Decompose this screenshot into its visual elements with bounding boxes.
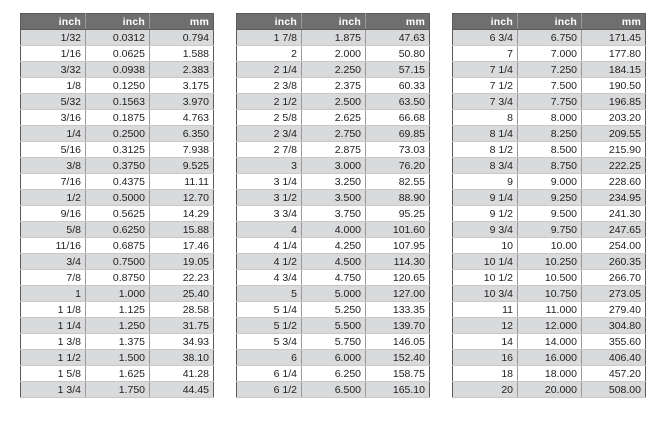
cell-mm: 222.25 — [582, 158, 646, 174]
cell-inch-fraction: 1/8 — [21, 78, 86, 94]
cell-inch-decimal: 10.00 — [518, 238, 582, 254]
cell-inch-fraction: 8 — [453, 110, 518, 126]
cell-mm: 3.175 — [150, 78, 214, 94]
table-row — [237, 46, 430, 62]
table-row — [21, 174, 214, 190]
cell-inch-fraction: 16 — [453, 350, 518, 366]
cell-inch-decimal: 0.8750 — [86, 270, 150, 286]
cell-inch-fraction: 1/16 — [21, 46, 86, 62]
table-row — [21, 254, 214, 270]
cell-mm: 3.970 — [150, 94, 214, 110]
cell-inch-fraction: 1 — [21, 286, 86, 302]
cell-inch-fraction: 14 — [453, 334, 518, 350]
cell-inch-fraction: 6 1/4 — [237, 366, 302, 382]
cell-inch-decimal: 12.000 — [518, 318, 582, 334]
cell-inch-fraction: 11 — [453, 302, 518, 318]
table-row — [453, 94, 646, 110]
cell-mm: 82.55 — [366, 174, 430, 190]
cell-mm: 0.794 — [150, 30, 214, 46]
table-row — [21, 366, 214, 382]
cell-mm: 228.60 — [582, 174, 646, 190]
cell-mm: 241.30 — [582, 206, 646, 222]
cell-inch-decimal: 0.0938 — [86, 62, 150, 78]
cell-inch-fraction: 1 5/8 — [21, 366, 86, 382]
header-mm: mm — [366, 14, 430, 30]
cell-inch-decimal: 0.3750 — [86, 158, 150, 174]
cell-inch-decimal: 2.375 — [302, 78, 366, 94]
table-body — [237, 30, 430, 398]
cell-inch-fraction: 3 3/4 — [237, 206, 302, 222]
cell-inch-decimal: 2.500 — [302, 94, 366, 110]
cell-mm: 34.93 — [150, 334, 214, 350]
header-inch-decimal: inch — [302, 14, 366, 30]
table-row — [453, 30, 646, 46]
table-row — [237, 270, 430, 286]
cell-inch-fraction: 7/16 — [21, 174, 86, 190]
cell-mm: 304.80 — [582, 318, 646, 334]
table-row — [21, 62, 214, 78]
cell-inch-fraction: 2 7/8 — [237, 142, 302, 158]
table-row — [21, 318, 214, 334]
cell-mm: 215.90 — [582, 142, 646, 158]
cell-inch-decimal: 3.500 — [302, 190, 366, 206]
table-row — [21, 302, 214, 318]
table-row — [237, 94, 430, 110]
cell-inch-decimal: 16.000 — [518, 350, 582, 366]
table-row — [21, 350, 214, 366]
table-row — [21, 126, 214, 142]
cell-inch-fraction: 1 1/8 — [21, 302, 86, 318]
table-row — [237, 286, 430, 302]
cell-inch-decimal: 2.000 — [302, 46, 366, 62]
cell-inch-decimal: 1.500 — [86, 350, 150, 366]
cell-inch-fraction: 2 1/4 — [237, 62, 302, 78]
cell-mm: 107.95 — [366, 238, 430, 254]
cell-inch-fraction: 5/16 — [21, 142, 86, 158]
cell-inch-fraction: 11/16 — [21, 238, 86, 254]
cell-mm: 1.588 — [150, 46, 214, 62]
cell-inch-decimal: 9.500 — [518, 206, 582, 222]
table-row — [453, 46, 646, 62]
cell-inch-fraction: 8 1/2 — [453, 142, 518, 158]
cell-inch-decimal: 8.750 — [518, 158, 582, 174]
cell-mm: 254.00 — [582, 238, 646, 254]
cell-inch-decimal: 0.1875 — [86, 110, 150, 126]
table-row — [21, 286, 214, 302]
cell-inch-decimal: 0.0625 — [86, 46, 150, 62]
cell-inch-fraction: 1 7/8 — [237, 30, 302, 46]
table-body — [21, 30, 214, 398]
cell-inch-fraction: 8 3/4 — [453, 158, 518, 174]
table-row — [453, 238, 646, 254]
cell-mm: 4.763 — [150, 110, 214, 126]
cell-inch-fraction: 8 1/4 — [453, 126, 518, 142]
cell-mm: 133.35 — [366, 302, 430, 318]
conversion-table-2 — [236, 13, 430, 398]
cell-mm: 11.11 — [150, 174, 214, 190]
cell-inch-decimal: 2.875 — [302, 142, 366, 158]
cell-inch-fraction: 7 3/4 — [453, 94, 518, 110]
cell-inch-decimal: 7.750 — [518, 94, 582, 110]
table-row — [453, 126, 646, 142]
header-inch-decimal: inch — [86, 14, 150, 30]
table-row — [21, 382, 214, 398]
cell-mm: 457.20 — [582, 366, 646, 382]
table-row — [453, 334, 646, 350]
cell-mm: 508.00 — [582, 382, 646, 398]
cell-inch-decimal: 2.625 — [302, 110, 366, 126]
cell-inch-decimal: 6.750 — [518, 30, 582, 46]
cell-inch-fraction: 1 3/8 — [21, 334, 86, 350]
cell-inch-decimal: 0.6875 — [86, 238, 150, 254]
table-row — [21, 158, 214, 174]
table-row — [21, 270, 214, 286]
table-row — [453, 270, 646, 286]
cell-mm: 88.90 — [366, 190, 430, 206]
table-row — [237, 206, 430, 222]
cell-inch-fraction: 5 3/4 — [237, 334, 302, 350]
table-row — [237, 158, 430, 174]
cell-inch-fraction: 1 1/2 — [21, 350, 86, 366]
cell-mm: 28.58 — [150, 302, 214, 318]
cell-mm: 165.10 — [366, 382, 430, 398]
cell-inch-decimal: 3.750 — [302, 206, 366, 222]
cell-mm: 209.55 — [582, 126, 646, 142]
cell-inch-fraction: 9 1/2 — [453, 206, 518, 222]
cell-mm: 139.70 — [366, 318, 430, 334]
cell-inch-decimal: 5.750 — [302, 334, 366, 350]
table-row — [21, 142, 214, 158]
table-row — [453, 302, 646, 318]
cell-inch-decimal: 9.250 — [518, 190, 582, 206]
cell-inch-decimal: 1.875 — [302, 30, 366, 46]
cell-mm: 158.75 — [366, 366, 430, 382]
cell-inch-decimal: 7.500 — [518, 78, 582, 94]
table-row — [453, 142, 646, 158]
cell-mm: 127.00 — [366, 286, 430, 302]
header-row — [21, 14, 214, 30]
table-row — [453, 366, 646, 382]
cell-inch-fraction: 3/8 — [21, 158, 86, 174]
cell-mm: 260.35 — [582, 254, 646, 270]
cell-inch-fraction: 7 1/4 — [453, 62, 518, 78]
conversion-table-1 — [20, 13, 214, 398]
cell-inch-decimal: 2.250 — [302, 62, 366, 78]
cell-inch-fraction: 7/8 — [21, 270, 86, 286]
cell-inch-decimal: 9.750 — [518, 222, 582, 238]
cell-inch-fraction: 4 — [237, 222, 302, 238]
table-row — [237, 302, 430, 318]
cell-mm: 203.20 — [582, 110, 646, 126]
cell-mm: 171.45 — [582, 30, 646, 46]
table-row — [237, 350, 430, 366]
cell-mm: 14.29 — [150, 206, 214, 222]
cell-inch-fraction: 7 1/2 — [453, 78, 518, 94]
cell-mm: 184.15 — [582, 62, 646, 78]
cell-inch-fraction: 5 1/4 — [237, 302, 302, 318]
header-inch-fraction: inch — [237, 14, 302, 30]
cell-mm: 2.383 — [150, 62, 214, 78]
table-row — [237, 382, 430, 398]
cell-mm: 234.95 — [582, 190, 646, 206]
cell-inch-fraction: 1/2 — [21, 190, 86, 206]
cell-inch-decimal: 6.000 — [302, 350, 366, 366]
table-row — [453, 350, 646, 366]
cell-inch-decimal: 1.375 — [86, 334, 150, 350]
table-row — [237, 190, 430, 206]
table-row — [237, 238, 430, 254]
cell-mm: 7.938 — [150, 142, 214, 158]
table-row — [21, 206, 214, 222]
cell-inch-fraction: 6 — [237, 350, 302, 366]
cell-mm: 60.33 — [366, 78, 430, 94]
cell-inch-fraction: 12 — [453, 318, 518, 334]
cell-mm: 17.46 — [150, 238, 214, 254]
header-inch-decimal: inch — [518, 14, 582, 30]
cell-inch-decimal: 0.1250 — [86, 78, 150, 94]
cell-inch-fraction: 10 3/4 — [453, 286, 518, 302]
cell-inch-fraction: 9 3/4 — [453, 222, 518, 238]
cell-inch-decimal: 8.500 — [518, 142, 582, 158]
table-row — [21, 46, 214, 62]
table-row — [237, 62, 430, 78]
cell-inch-decimal: 4.000 — [302, 222, 366, 238]
cell-inch-decimal: 0.7500 — [86, 254, 150, 270]
cell-inch-decimal: 0.5000 — [86, 190, 150, 206]
cell-mm: 146.05 — [366, 334, 430, 350]
header-mm: mm — [582, 14, 646, 30]
cell-mm: 69.85 — [366, 126, 430, 142]
cell-inch-decimal: 0.4375 — [86, 174, 150, 190]
table-row — [237, 142, 430, 158]
cell-inch-decimal: 0.6250 — [86, 222, 150, 238]
table-row — [453, 382, 646, 398]
cell-mm: 9.525 — [150, 158, 214, 174]
header-mm: mm — [150, 14, 214, 30]
cell-inch-fraction: 3/16 — [21, 110, 86, 126]
table-row — [237, 78, 430, 94]
table-row — [453, 318, 646, 334]
table-row — [453, 174, 646, 190]
table-row — [453, 62, 646, 78]
cell-mm: 101.60 — [366, 222, 430, 238]
cell-inch-decimal: 8.000 — [518, 110, 582, 126]
cell-mm: 152.40 — [366, 350, 430, 366]
cell-inch-fraction: 1/4 — [21, 126, 86, 142]
cell-mm: 266.70 — [582, 270, 646, 286]
cell-inch-fraction: 2 3/8 — [237, 78, 302, 94]
table-row — [237, 30, 430, 46]
table-row — [21, 238, 214, 254]
table-row — [453, 158, 646, 174]
table-row — [453, 222, 646, 238]
cell-inch-fraction: 10 — [453, 238, 518, 254]
table-row — [21, 222, 214, 238]
cell-mm: 44.45 — [150, 382, 214, 398]
cell-inch-fraction: 2 3/4 — [237, 126, 302, 142]
cell-inch-decimal: 3.000 — [302, 158, 366, 174]
cell-inch-decimal: 0.2500 — [86, 126, 150, 142]
cell-inch-fraction: 2 — [237, 46, 302, 62]
cell-inch-fraction: 6 3/4 — [453, 30, 518, 46]
cell-inch-fraction: 9/16 — [21, 206, 86, 222]
cell-inch-decimal: 2.750 — [302, 126, 366, 142]
cell-inch-decimal: 0.5625 — [86, 206, 150, 222]
cell-inch-fraction: 2 5/8 — [237, 110, 302, 126]
cell-mm: 76.20 — [366, 158, 430, 174]
cell-inch-fraction: 4 1/4 — [237, 238, 302, 254]
cell-mm: 95.25 — [366, 206, 430, 222]
cell-inch-decimal: 7.000 — [518, 46, 582, 62]
cell-inch-decimal: 0.0312 — [86, 30, 150, 46]
cell-inch-decimal: 5.250 — [302, 302, 366, 318]
header-row — [237, 14, 430, 30]
cell-inch-decimal: 10.750 — [518, 286, 582, 302]
table-body — [453, 30, 646, 398]
cell-inch-decimal: 20.000 — [518, 382, 582, 398]
cell-inch-fraction: 9 — [453, 174, 518, 190]
cell-inch-fraction: 5/32 — [21, 94, 86, 110]
cell-mm: 120.65 — [366, 270, 430, 286]
cell-inch-decimal: 5.500 — [302, 318, 366, 334]
cell-inch-decimal: 1.750 — [86, 382, 150, 398]
cell-inch-fraction: 3/32 — [21, 62, 86, 78]
cell-inch-fraction: 4 1/2 — [237, 254, 302, 270]
cell-inch-fraction: 4 3/4 — [237, 270, 302, 286]
table-row — [21, 190, 214, 206]
cell-inch-fraction: 3 1/4 — [237, 174, 302, 190]
cell-inch-fraction: 3 — [237, 158, 302, 174]
cell-mm: 25.40 — [150, 286, 214, 302]
cell-mm: 41.28 — [150, 366, 214, 382]
cell-mm: 279.40 — [582, 302, 646, 318]
cell-inch-decimal: 6.250 — [302, 366, 366, 382]
table-row — [453, 286, 646, 302]
cell-inch-fraction: 6 1/2 — [237, 382, 302, 398]
cell-inch-decimal: 9.000 — [518, 174, 582, 190]
table-row — [237, 366, 430, 382]
cell-inch-decimal: 0.3125 — [86, 142, 150, 158]
table-row — [453, 206, 646, 222]
cell-mm: 114.30 — [366, 254, 430, 270]
table-row — [237, 334, 430, 350]
cell-mm: 22.23 — [150, 270, 214, 286]
table-row — [237, 318, 430, 334]
cell-inch-fraction: 1 3/4 — [21, 382, 86, 398]
cell-inch-fraction: 5 1/2 — [237, 318, 302, 334]
cell-mm: 177.80 — [582, 46, 646, 62]
cell-mm: 12.70 — [150, 190, 214, 206]
cell-inch-decimal: 10.250 — [518, 254, 582, 270]
cell-inch-fraction: 7 — [453, 46, 518, 62]
cell-inch-decimal: 1.625 — [86, 366, 150, 382]
header-inch-fraction: inch — [453, 14, 518, 30]
table-row — [21, 94, 214, 110]
header-row — [453, 14, 646, 30]
table-row — [21, 78, 214, 94]
cell-mm: 273.05 — [582, 286, 646, 302]
header-inch-fraction: inch — [21, 14, 86, 30]
table-row — [237, 110, 430, 126]
table-row — [453, 190, 646, 206]
table-row — [21, 110, 214, 126]
table-row — [453, 254, 646, 270]
cell-inch-decimal: 18.000 — [518, 366, 582, 382]
table-row — [237, 174, 430, 190]
cell-inch-decimal: 8.250 — [518, 126, 582, 142]
cell-mm: 47.63 — [366, 30, 430, 46]
cell-inch-fraction: 3 1/2 — [237, 190, 302, 206]
cell-inch-decimal: 4.750 — [302, 270, 366, 286]
cell-mm: 247.65 — [582, 222, 646, 238]
cell-inch-decimal: 0.1563 — [86, 94, 150, 110]
cell-mm: 19.05 — [150, 254, 214, 270]
table-row — [237, 254, 430, 270]
cell-mm: 50.80 — [366, 46, 430, 62]
cell-inch-fraction: 1/32 — [21, 30, 86, 46]
table-row — [453, 78, 646, 94]
cell-mm: 66.68 — [366, 110, 430, 126]
cell-inch-decimal: 1.000 — [86, 286, 150, 302]
cell-inch-fraction: 2 1/2 — [237, 94, 302, 110]
cell-mm: 38.10 — [150, 350, 214, 366]
cell-inch-fraction: 9 1/4 — [453, 190, 518, 206]
cell-inch-fraction: 5/8 — [21, 222, 86, 238]
table-row — [453, 110, 646, 126]
cell-inch-decimal: 1.250 — [86, 318, 150, 334]
cell-inch-fraction: 10 1/2 — [453, 270, 518, 286]
table-row — [237, 126, 430, 142]
cell-inch-decimal: 14.000 — [518, 334, 582, 350]
cell-inch-decimal: 4.500 — [302, 254, 366, 270]
cell-mm: 73.03 — [366, 142, 430, 158]
cell-inch-fraction: 10 1/4 — [453, 254, 518, 270]
cell-inch-fraction: 3/4 — [21, 254, 86, 270]
cell-inch-decimal: 5.000 — [302, 286, 366, 302]
cell-inch-fraction: 1 1/4 — [21, 318, 86, 334]
cell-inch-decimal: 10.500 — [518, 270, 582, 286]
cell-inch-decimal: 3.250 — [302, 174, 366, 190]
cell-mm: 15.88 — [150, 222, 214, 238]
cell-mm: 57.15 — [366, 62, 430, 78]
cell-mm: 63.50 — [366, 94, 430, 110]
cell-inch-decimal: 11.000 — [518, 302, 582, 318]
cell-inch-fraction: 5 — [237, 286, 302, 302]
table-row — [237, 222, 430, 238]
cell-mm: 406.40 — [582, 350, 646, 366]
cell-inch-decimal: 4.250 — [302, 238, 366, 254]
conversion-table-3 — [452, 13, 646, 398]
cell-inch-fraction: 18 — [453, 366, 518, 382]
cell-mm: 196.85 — [582, 94, 646, 110]
table-row — [21, 334, 214, 350]
cell-mm: 190.50 — [582, 78, 646, 94]
cell-inch-decimal: 6.500 — [302, 382, 366, 398]
cell-inch-decimal: 1.125 — [86, 302, 150, 318]
cell-mm: 6.350 — [150, 126, 214, 142]
cell-inch-fraction: 20 — [453, 382, 518, 398]
cell-mm: 31.75 — [150, 318, 214, 334]
table-row — [21, 30, 214, 46]
cell-inch-decimal: 7.250 — [518, 62, 582, 78]
cell-mm: 355.60 — [582, 334, 646, 350]
